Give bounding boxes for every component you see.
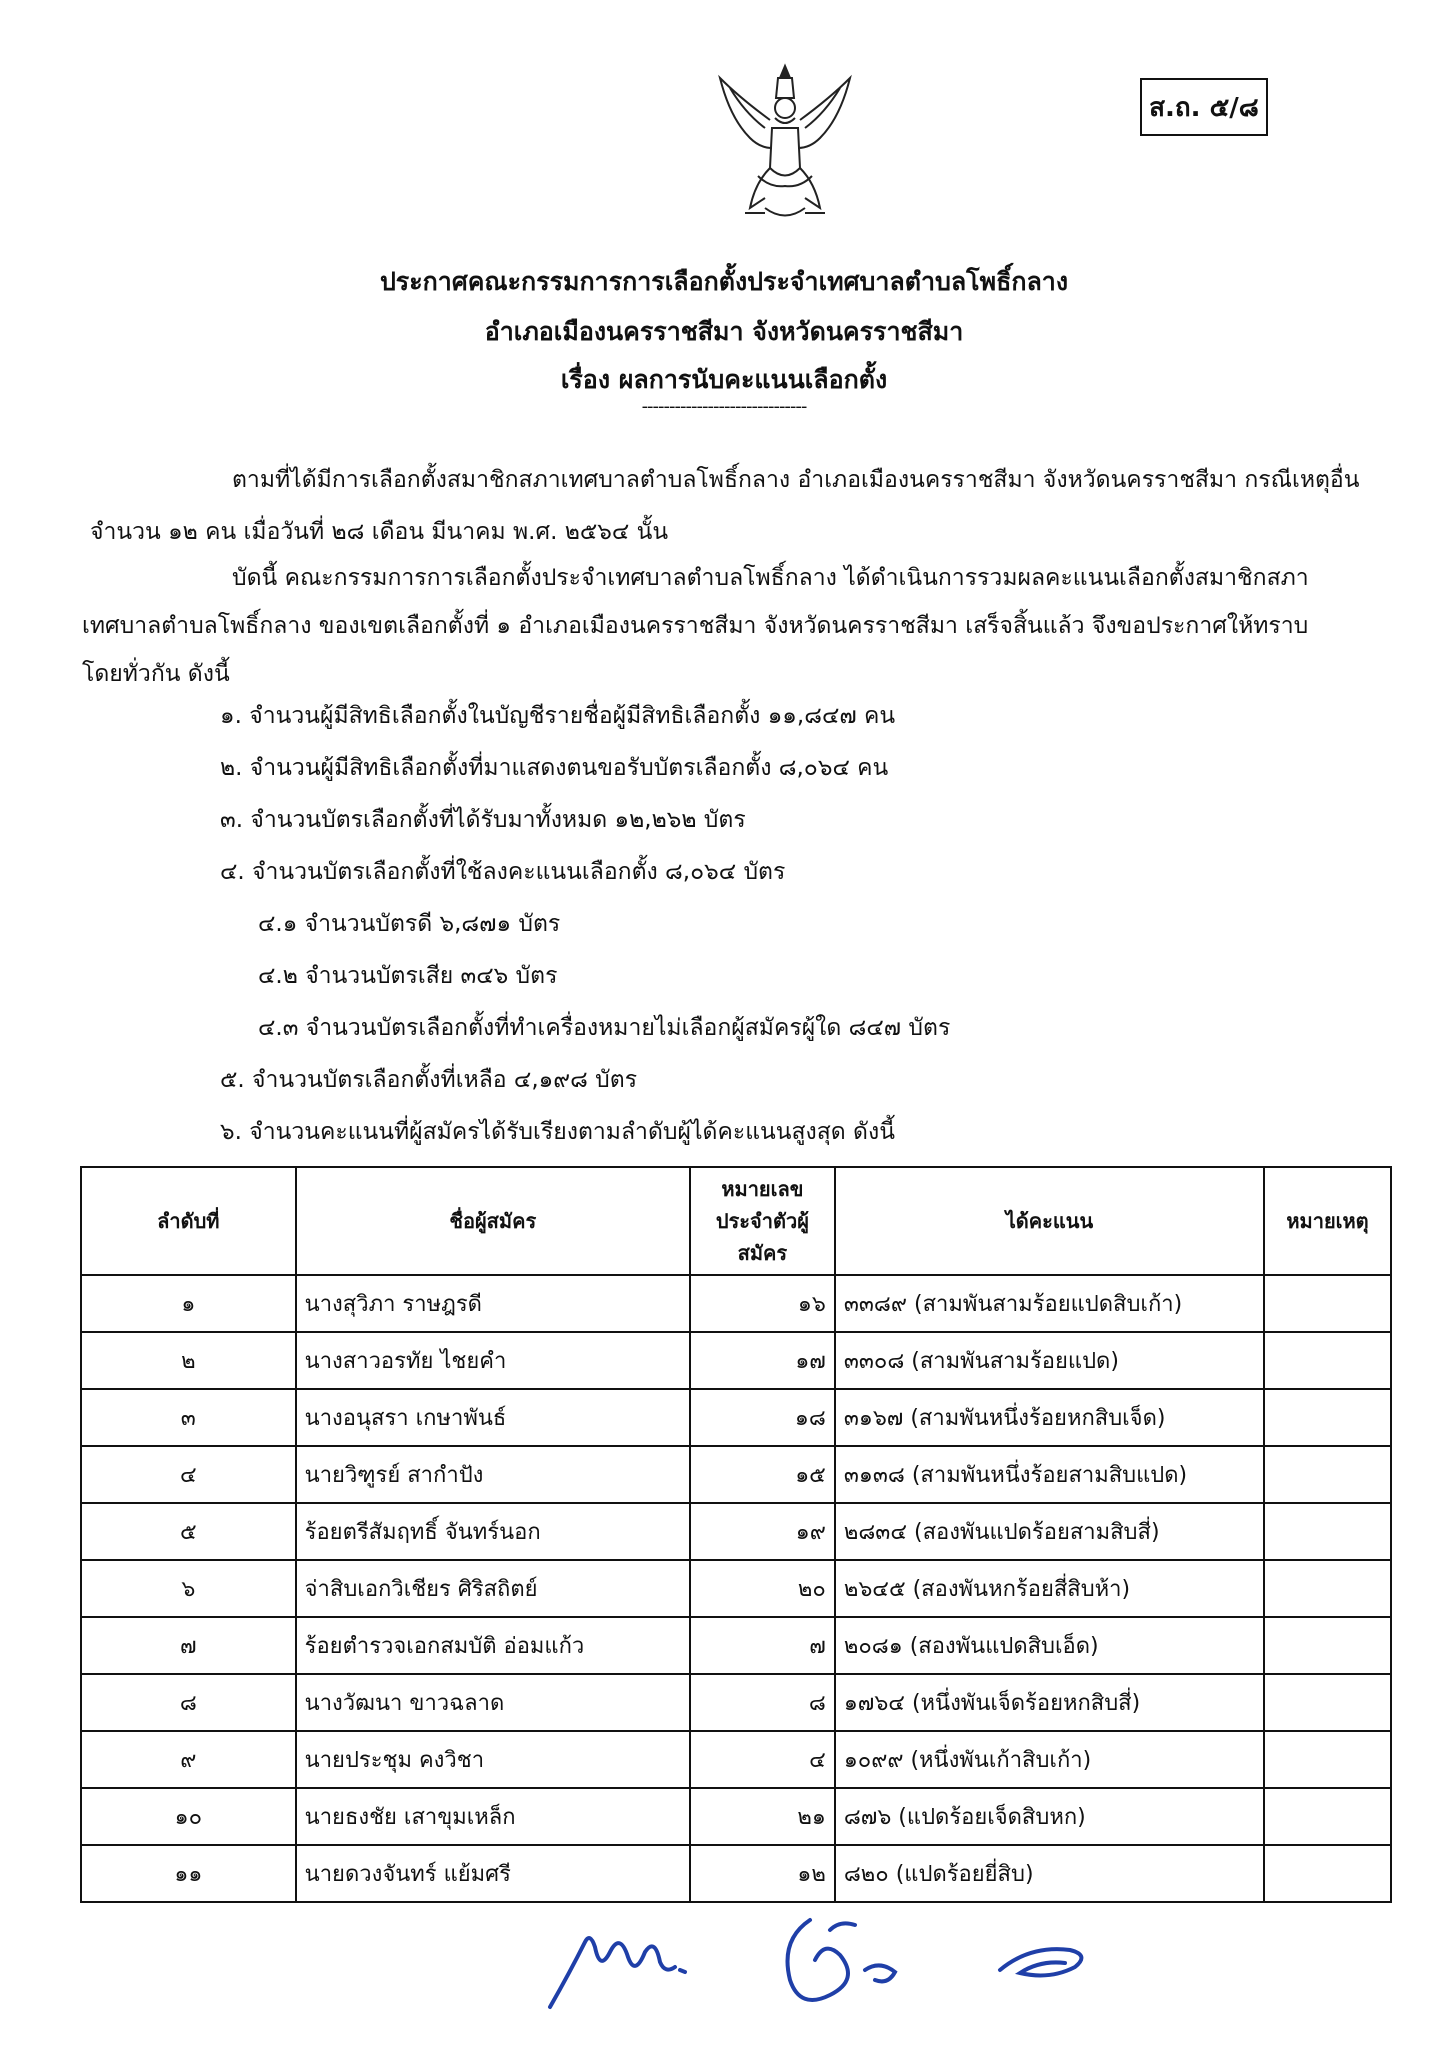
cell-remark <box>1264 1446 1391 1503</box>
paragraph-1-line-2: จำนวน ๑๒ คน เมื่อวันที่ ๒๘ เดือน มีนาคม พ.ศ. ๒๕๖๔ นั้น <box>90 519 669 545</box>
cell-score: ๒๘๓๔ (สองพันแปดร้อยสามสิบสี่) <box>835 1503 1264 1560</box>
cell-rank: ๘ <box>81 1674 296 1731</box>
table-row <box>81 1731 1391 1788</box>
header-rank: ลำดับที่ <box>81 1167 296 1275</box>
header-number-line-2: ประจำตัวผู้สมัคร <box>715 1209 809 1265</box>
cell-number: ๔ <box>690 1731 835 1788</box>
list-item-6: ๖. จำนวนคะแนนที่ผู้สมัครได้รับเรียงตามลำดับผู้ได้คะแนนสูงสุด ดังนี้ <box>220 1119 895 1145</box>
cell-score: ๓๑๓๘ (สามพันหนึ่งร้อยสามสิบแปด) <box>835 1446 1264 1503</box>
cell-number: ๑๗ <box>690 1332 835 1389</box>
cell-rank: ๕ <box>81 1503 296 1560</box>
results-table <box>80 1166 1392 1903</box>
cell-remark <box>1264 1503 1391 1560</box>
header-score: ได้คะแนน <box>835 1167 1264 1275</box>
heading-line-1: ประกาศคณะกรรมการการเลือกตั้งประจำเทศบาลตำบลโพธิ์กลาง <box>379 267 1069 296</box>
cell-number: ๒๑ <box>690 1788 835 1845</box>
table-row <box>81 1788 1391 1845</box>
cell-number: ๑๕ <box>690 1446 835 1503</box>
cell-number: ๑๒ <box>690 1845 835 1902</box>
list-item-4: ๔. จำนวนบัตรเลือกตั้งที่ใช้ลงคะแนนเลือกตั้ง ๘,๐๖๔ บัตร <box>220 859 786 885</box>
signature-1-icon <box>540 1912 710 2022</box>
cell-score: ๑๗๖๔ (หนึ่งพันเจ็ดร้อยหกสิบสี่) <box>835 1674 1264 1731</box>
table-row <box>81 1446 1391 1503</box>
table-row <box>81 1332 1391 1389</box>
table-row <box>81 1503 1391 1560</box>
table-row <box>81 1617 1391 1674</box>
cell-name: ร้อยตรีสัมฤทธิ์ จันทร์นอก <box>296 1503 690 1560</box>
list-item-5: ๕. จำนวนบัตรเลือกตั้งที่เหลือ ๔,๑๙๘ บัตร <box>220 1067 638 1093</box>
cell-remark <box>1264 1674 1391 1731</box>
cell-remark <box>1264 1731 1391 1788</box>
cell-name: นายวิฑูรย์ สากำปัง <box>296 1446 690 1503</box>
cell-score: ๓๓๐๘ (สามพันสามร้อยแปด) <box>835 1332 1264 1389</box>
cell-rank: ๑๐ <box>81 1788 296 1845</box>
heading-subject: เรื่อง ผลการนับคะแนนเลือกตั้ง <box>560 365 888 394</box>
table-row <box>81 1275 1391 1332</box>
cell-name: นางวัฒนา ขาวฉลาด <box>296 1674 690 1731</box>
list-item-4-1: ๔.๑ จำนวนบัตรดี ๖,๘๗๑ บัตร <box>258 911 561 937</box>
cell-rank: ๙ <box>81 1731 296 1788</box>
cell-name: นางอนุสรา เกษาพันธ์ <box>296 1389 690 1446</box>
cell-name: ร้อยตำรวจเอกสมบัติ อ่อมแก้ว <box>296 1617 690 1674</box>
cell-score: ๒๖๔๕ (สองพันหกร้อยสี่สิบห้า) <box>835 1560 1264 1617</box>
cell-remark <box>1264 1788 1391 1845</box>
heading-line-2: อำเภอเมืองนครราชสีมา จังหวัดนครราชสีมา <box>484 317 964 346</box>
cell-number: ๗ <box>690 1617 835 1674</box>
cell-rank: ๒ <box>81 1332 296 1389</box>
cell-remark <box>1264 1560 1391 1617</box>
cell-rank: ๓ <box>81 1389 296 1446</box>
cell-number: ๑๖ <box>690 1275 835 1332</box>
cell-name: จ่าสิบเอกวิเชียร ศิริสถิตย์ <box>296 1560 690 1617</box>
cell-rank: ๔ <box>81 1446 296 1503</box>
list-item-4-3: ๔.๓ จำนวนบัตรเลือกตั้งที่ทำเครื่องหมายไม่เลือกผู้สมัครผู้ใด ๘๔๗ บัตร <box>258 1015 951 1041</box>
signature-3-icon <box>990 1925 1100 1995</box>
list-item-2: ๒. จำนวนผู้มีสิทธิเลือกตั้งที่มาแสดงตนขอรับบัตรเลือกตั้ง ๘,๐๖๔ คน <box>220 755 889 781</box>
cell-number: ๒๐ <box>690 1560 835 1617</box>
header-number <box>690 1167 835 1275</box>
list-item-4-2: ๔.๒ จำนวนบัตรเสีย ๓๔๖ บัตร <box>258 963 558 989</box>
cell-name: นายประชุม คงวิชา <box>296 1731 690 1788</box>
cell-number: ๘ <box>690 1674 835 1731</box>
cell-rank: ๗ <box>81 1617 296 1674</box>
form-code: ส.ถ. ๕/๘ <box>1140 78 1268 136</box>
garuda-emblem-icon <box>710 58 860 228</box>
table-row <box>81 1674 1391 1731</box>
table-header-row <box>81 1167 1391 1275</box>
list-item-3: ๓. จำนวนบัตรเลือกตั้งที่ได้รับมาทั้งหมด ๑๒,๒๖๒ บัตร <box>220 807 746 833</box>
table-row <box>81 1560 1391 1617</box>
cell-score: ๘๒๐ (แปดร้อยยี่สิบ) <box>835 1845 1264 1902</box>
cell-score: ๑๐๙๙ (หนึ่งพันเก้าสิบเก้า) <box>835 1731 1264 1788</box>
table-row <box>81 1845 1391 1902</box>
cell-rank: ๑ <box>81 1275 296 1332</box>
cell-remark <box>1264 1332 1391 1389</box>
list-item-1: ๑. จำนวนผู้มีสิทธิเลือกตั้งในบัญชีรายชื่อผู้มีสิทธิเลือกตั้ง ๑๑,๘๔๗ คน <box>220 703 896 729</box>
cell-score: ๓๑๖๗ (สามพันหนึ่งร้อยหกสิบเจ็ด) <box>835 1389 1264 1446</box>
paragraph-2-line-3: โดยทั่วกัน ดังนี้ <box>82 661 230 687</box>
table-row <box>81 1389 1391 1446</box>
cell-remark <box>1264 1845 1391 1902</box>
header-name: ชื่อผู้สมัคร <box>296 1167 690 1275</box>
heading-separator: ------------------------------ <box>641 396 807 417</box>
cell-remark <box>1264 1617 1391 1674</box>
paragraph-2-line-2: เทศบาลตำบลโพธิ์กลาง ของเขตเลือกตั้งที่ ๑ อำเภอเมืองนครราชสีมา จังหวัดนครราชสีมา เสร็จสิ้นแล้ว จึงขอประกาศให้ทราบ <box>82 613 1309 639</box>
cell-number: ๑๙ <box>690 1503 835 1560</box>
cell-name: นางสุวิภา ราษฎรดี <box>296 1275 690 1332</box>
paragraph-2-line-1: บัดนี้ คณะกรรมการการเลือกตั้งประจำเทศบาลตำบลโพธิ์กลาง ได้ดำเนินการรวมผลคะแนนเลือกตั้งสมาชิกสภา <box>232 565 1309 591</box>
cell-score: ๒๐๘๑ (สองพันแปดสิบเอ็ด) <box>835 1617 1264 1674</box>
header-remark: หมายเหตุ <box>1264 1167 1391 1275</box>
cell-score: ๓๓๘๙ (สามพันสามร้อยแปดสิบเก้า) <box>835 1275 1264 1332</box>
cell-remark <box>1264 1389 1391 1446</box>
cell-rank: ๑๑ <box>81 1845 296 1902</box>
cell-remark <box>1264 1275 1391 1332</box>
cell-name: นางสาวอรทัย ไชยคำ <box>296 1332 690 1389</box>
cell-name: นายดวงจันทร์ แย้มศรี <box>296 1845 690 1902</box>
cell-rank: ๖ <box>81 1560 296 1617</box>
cell-name: นายธงชัย เสาขุมเหล็ก <box>296 1788 690 1845</box>
cell-number: ๑๘ <box>690 1389 835 1446</box>
header-number-line-1: หมายเลข <box>721 1177 804 1201</box>
signature-2-icon <box>770 1900 910 2020</box>
paragraph-1-line-1: ตามที่ได้มีการเลือกตั้งสมาชิกสภาเทศบาลตำบลโพธิ์กลาง อำเภอเมืองนครราชสีมา จังหวัดนครราชสีมา กรณีเหตุอื่น <box>232 467 1360 493</box>
cell-score: ๘๗๖ (แปดร้อยเจ็ดสิบหก) <box>835 1788 1264 1845</box>
